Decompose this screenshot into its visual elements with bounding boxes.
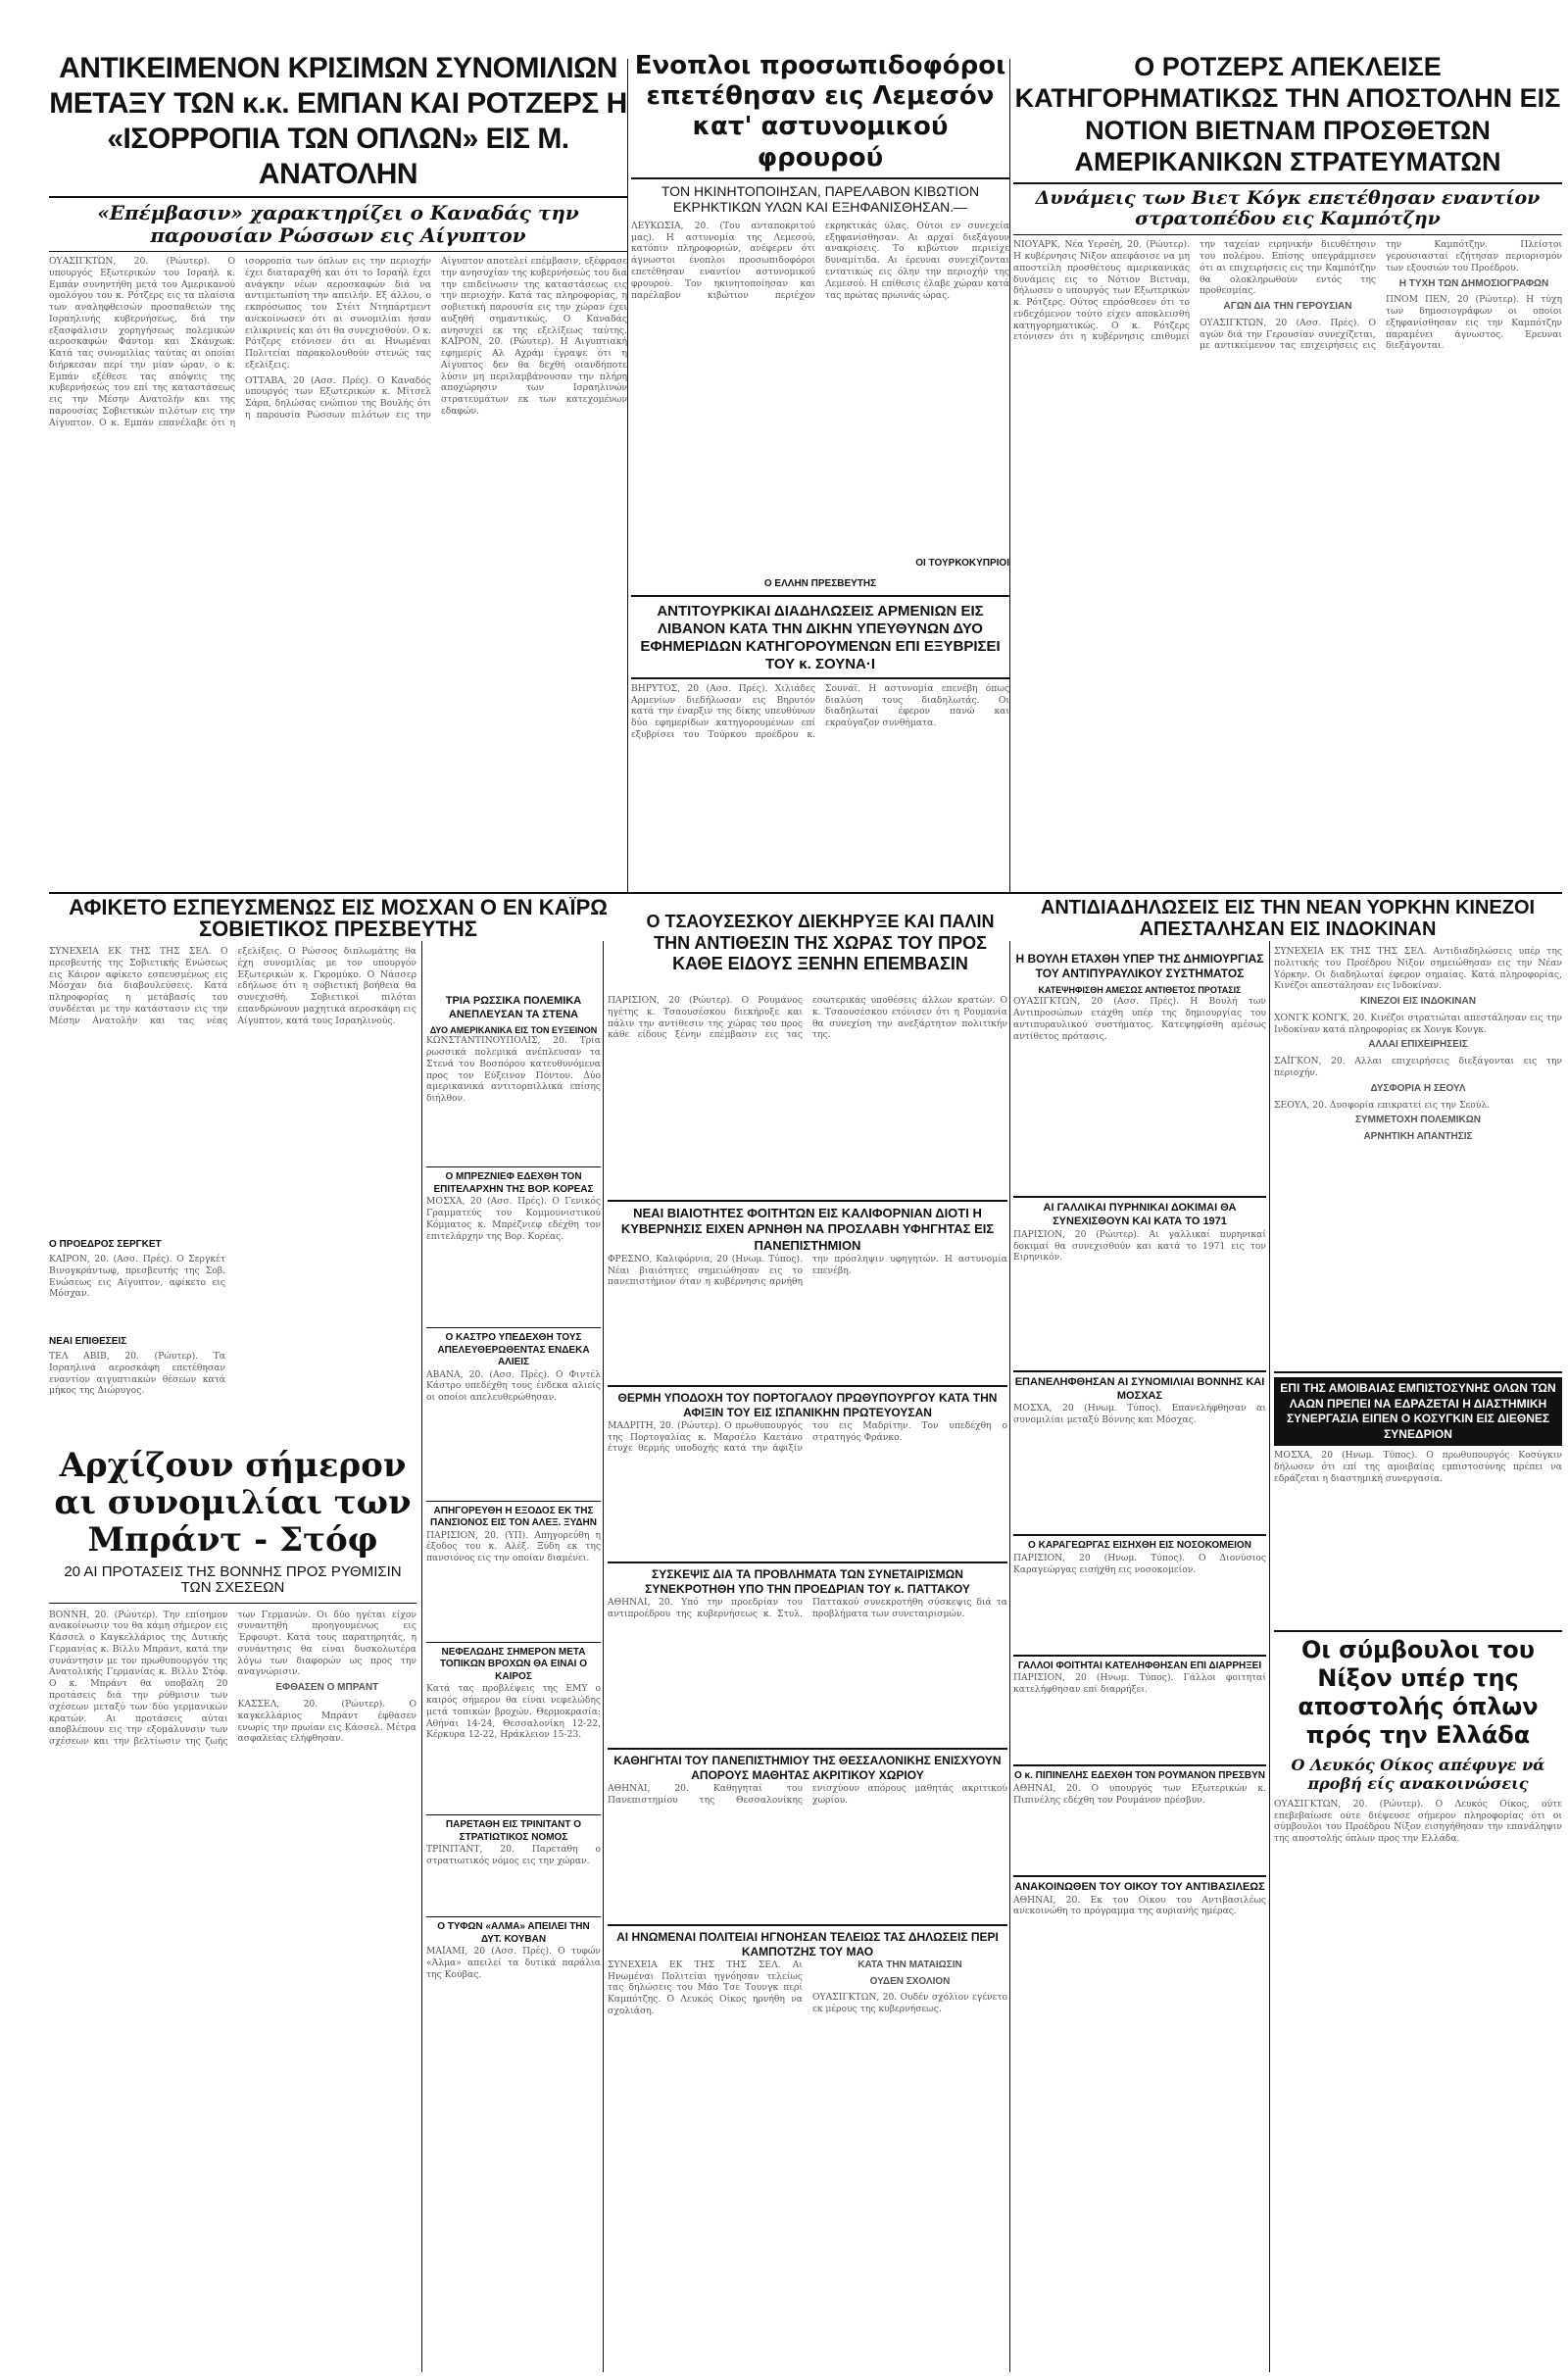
- chinese-subhead: ΚΙΝΕΖΟΙ ΕΙΣ ΙΝΔΟΚΙΝΑΝ: [1360, 996, 1476, 1008]
- thessaloniki-body: ΑΘΗΝΑΙ, 20. Καθηγηταί του Πανεπιστημίου της Θεσσαλονίκης ενισχύουν απόρους μαθητάς ακριτικού χωρίου.: [608, 1782, 1007, 1806]
- romania-headline: Ο κ. ΠΙΠΙΝΕΛΗΣ ΕΔΕΧΘΗ ΤΟΝ ΡΟΥΜΑΝΟΝ ΠΡΕΣΒΥΝ: [1013, 1770, 1265, 1782]
- announcement-body: ΑΘΗΝΑΙ, 20. Εκ του Οίκου του Αντιβασιλέως ανεκοινώθη το πρόγραμμα της αυριανής ημέρας.: [1013, 1894, 1266, 1917]
- limassol-body: ΛΕΥΚΩΣΙΑ, 20. (Του ανταποκριτού μας). Η αστυνομία της Λεμεσού, κατόπιν πληροφοριών, ανέφερεν ότι άγνωστοι ένοπλοι προσωπιδοφόροι επετέθησαν εναντίον αστυνομικού φρουρού. Τον ηκινητοποίησαν και παρέλαβον κιβώτιον περιέχον εκρηκτικάς ύλας. Ούτοι εν συνεχεία εξηφανίσθησαν. Αι αρχαί διεξάγουν ανακρίσεις. Το κιβώτιον περιείχε δυναμίτιδα. Αι έρευναι συνεχίζονται εντατικώς εις όλην την περιοχήν της Λεμεσού. Η επίθεσις έλαβε χώραν κατά τας πρώτας πρωινάς ώρας.: [631, 220, 1009, 301]
- ceausescu-headline: Ο ΤΣΑΟΥΣΕΣΚΟΥ ΔΙΕΚΗΡΥΞΕ ΚΑΙ ΠΑΛΙΝ ΤΗΝ ΑΝΤΙΘΕΣΙΝ ΤΗΣ ΧΩΡΑΣ ΤΟΥ ΠΡΟΣ ΚΑΘΕ ΕΙΔΟΥΣ ΞΕΝΗΝ ΕΠΕΜΒΑΣΙΝ: [646, 912, 995, 974]
- column-e: [1274, 946, 1562, 2377]
- karageorgas-headline: Ο ΚΑΡΑΓΕΩΡΓΑΣ ΕΙΣΗΧΘΗ ΕΙΣ ΝΟΣΟΚΟΜΕΙΟΝ: [1028, 1540, 1251, 1552]
- forbidden-headline: ΑΠΗΓΟΡΕΥΘΗ Η ΕΞΟΔΟΣ ΕΚ ΤΗΣ ΠΑΝΣΙΟΝΟΣ ΕΙΣ ΤΟΝ ΑΛΕΞ. ΞΥΔΗΝ: [430, 1505, 597, 1529]
- announcement-headline: ΑΝΑΚΟΙΝΩΘΕΝ ΤΟΥ ΟΙΚΟΥ ΤΟΥ ΑΝΤΙΒΑΣΙΛΕΩΣ: [1014, 1880, 1265, 1893]
- journalists-subhead: Η ΤΥΧΗ ΤΩΝ ΔΗΜΟΣΙΟΓΡΑΦΩΝ: [1398, 277, 1549, 289]
- seoul-subhead: ΔΥΣΦΟΡΙΑ Η ΣΕΟΥΛ: [1370, 1082, 1466, 1094]
- brandt-arrived-subhead: ΕΦΘΑΣΕΝ Ο ΜΠΡΑΝΤ: [275, 1682, 379, 1694]
- column-divider: [603, 941, 604, 2372]
- turkish-cypriots-subhead: ΟΙ ΤΟΥΡΚΟΚΥΠΡΙΟΙ: [915, 557, 1009, 569]
- france-body: ΠΑΡΙΣΙΟΝ, 20 (Ρώυτερ). Αι γαλλικαί πυρηνικαί δοκιμαί θα συνεχισθούν και κατά το 1971 εις τον Ειρηνικόν.: [1013, 1228, 1266, 1264]
- ny-body: ΣΥΝΕΧΕΙΑ ΕΚ ΤΗΣ ΤΗΣ ΣΕΛ. Αντιδιαδηλώσεις υπέρ της πολιτικής του Προέδρου Νίξον σημειώθησαν εις την Νέαν Υόρκην. Οι διαδηλωταί έφερον σημαίας. Κατά πληροφορίας, Κινέζοι απεστάλησαν εις Ινδοκίναν. ΚΙΝΕΖΟΙ ΕΙΣ ΙΝΔΟΚΙΝΑΝ ΧΟΝΓΚ ΚΟΝΓΚ, 20. Κινέζοι στρατιώται απεστάλησαν εις την Ινδοκίναν κατά πληροφορίας εκ Χονγκ Κονγκ. ΑΛΛΑΙ ΕΠΙΧΕΙΡΗΣΕΙΣ ΣΑΪΓΚΟΝ, 20. Αλλαι επιχειρήσεις διεξάγονται εις την περιοχήν. ΔΥΣΦΟΡΙΑ Η ΣΕΟΥΛ ΣΕΟΥΛ, 20. Δυσφορία επικρατεί εις την Σεούλ. ΣΥΜΜΕΤΟΧΗ ΠΟΛΕΜΙΚΩΝ ΑΡΝΗΤΙΚΗ ΑΠΑΝΤΗΣΙΣ: [1274, 946, 1562, 1143]
- russian-ships-subheadline: ΔΥΟ ΑΜΕΡΙΚΑΝΙΚΑ ΕΙΣ ΤΟΝ ΕΥΞΕΙΝΟΝ: [429, 1024, 598, 1035]
- column-divider: [1269, 941, 1270, 2372]
- castro-body: ΑΒΑΝΑ, 20. (Ασσ. Πρές). Ο Φιντέλ Κάστρο υπεδέχθη τους ένδεκα αλιείς οι οποίοι απελευθερώθησαν.: [426, 1368, 601, 1404]
- column-divider: [1009, 59, 1010, 892]
- afiketo-headline: ΑΦΙΚΕΤΟ ΕΣΠΕΥΣΜΕΝΩΣ ΕΙΣ ΜΟΣΧΑΝ Ο ΕΝ ΚΑΪΡΩ ΣΟΒΙΕΤΙΚΟΣ ΠΡΕΣΒΕΥΤΗΣ: [69, 897, 608, 941]
- new-attacks-body: ΤΕΛ ΑΒΙΒ, 20. (Ρώυτερ). Τα Ισραηλινά αεροσκάφη επετέθησαν εναντίον αιγυπτιακών θέσεων κατά μήκος της Διώρυγος.: [49, 1351, 225, 1397]
- typhoon-body: ΜΑΪΑΜΙ, 20 (Ασσ. Πρές). Ο τυφών «Άλμα» απειλεί τα δυτικά παράλια της Κούβας.: [426, 1946, 601, 1980]
- armenian-body: ΒΗΡΥΤΟΣ, 20 (Ασσ. Πρές). Χιλιάδες Αρμενίων διεδήλωσαν εις Βηρυτόν κατά την έναρξιν της δίκης υπευθύνων δύο εφημερίδων κατηγορουμένων επί εξυβρίσει του Τούρκου προέδρου κ. Σουνάϊ. Η αστυνομία επενέβη όπως διαλύση τους διαδηλωτάς. Οι διαδηλωταί έφερον πανώ και εκραύγαζον συνθήματα.: [631, 682, 1009, 740]
- nato-headline: ΕΠΙ ΤΗΣ ΑΜΟΙΒΑΙΑΣ ΕΜΠΙΣΤΟΣΥΝΗΣ ΟΛΩΝ ΤΩΝ ΛΑΩΝ ΠΡΕΠΕΙ ΝΑ ΕΔΡΑΖΕΤΑΙ Η ΔΙΑΣΤΗΜΙΚΗ ΣΥΝΕΡΓΑΣΙΑ ΕΙΠΕΝ Ο ΚΟΣΥΓΚΙΝ ΕΙΣ ΔΙΕΘΝΕΣ ΣΥΝΕΔΡΙΟΝ: [1274, 1377, 1562, 1446]
- limassol-headline: Ενοπλοι προσωπιδοφόροι επετέθησαν εις Λεμεσόν κατ' αστυνομικού φρουρού: [634, 51, 1006, 173]
- agon-subhead: ΑΓΩΝ ΔΙΑ ΤΗΝ ΓΕΡΟΥΣΙΑΝ: [1223, 301, 1352, 313]
- brandt-body: ΒΟΝΝΗ, 20. (Ρώυτερ). Την επίσημον ανακοίνωσιν του θα κάμη σήμερον εις Κάσσελ ο Καγκελλάριος της Δυτικής Γερμανίας κ. Βίλλυ Μπράντ, κατά την συνάντησιν με τον πρωθυπουργόν της Ανατολικής Γερμανίας κ. Βίλλυ Στόφ. Ο κ. Μπράντ θα υποβάλη 20 προτάσεις διά την ρύθμισιν των σχέσεων μεταξύ των δύο γερμανικών κρατών. Αι προτάσεις αύται αποβλέπουν εις την εξομάλυνσιν των σχέσεων και την βελτίωσιν της ζωής των Γερμανών. Οι δύο ηγέται είχον συναντηθή προηγουμένως εις Έρφουρτ. Κατά τους παρατηρητάς, η συνάντησις θα είναι δυσκολωτέρα λόγω των διαφορών ως προς την αναγνώρισιν. ΕΦΘΑΣΕΝ Ο ΜΠΡΑΝΤ ΚΑΣΣΕΛ, 20. (Ρώυτερ). Ο καγκελλάριος Μπράντ έφθασεν ενωρίς την πρωίαν εις Κάσσελ. Μέτρα ασφαλείας ελήφθησαν.: [49, 1609, 416, 1748]
- pattakos-headline: ΣΥΣΚΕΨΙΣ ΔΙΑ ΤΑ ΠΡΟΒΛΗΜΑΤΑ ΤΩΝ ΣΥΝΕΤΑΙΡΙΣΜΩΝ ΣΥΝΕΚΡΟΤΗΘΗ ΥΠΟ ΤΗΝ ΠΡΟΕΔΡΙΑΝ ΤΟΥ κ. ΠΑΤΤΑΚΟΥ: [645, 1566, 970, 1596]
- weather-headline: ΝΕΦΕΛΩΔΗΣ ΣΗΜΕΡΟΝ ΜΕΤΑ ΤΟΠΙΚΩΝ ΒΡΟΧΩΝ ΘΑ ΕΙΝΑΙ Ο ΚΑΙΡΟΣ: [439, 1646, 588, 1682]
- russian-ships-headline: ΤΡΙΑ ΡΩΣΣΙΚΑ ΠΟΛΕΜΙΚΑ ΑΝΕΠΛΕΥΣΑΝ ΤΑ ΣΤΕΝΑ: [445, 995, 582, 1020]
- ceausescu-story: [631, 912, 1009, 990]
- column-divider: [627, 59, 628, 892]
- california-headline: ΝΕΑΙ ΒΙΑΙΟΤΗΤΕΣ ΦΟΙΤΗΤΩΝ ΕΙΣ ΚΑΛΙΦΟΡΝΙΑΝ ΔΙΟΤΙ Η ΚΥΒΕΡΝΗΣΙΣ ΕΙΧΕΝ ΑΡΝΗΘΗ ΝΑ ΠΡΟΣΛΑΒΗ ΥΦΗΓΗΤΑΣ ΕΙΣ ΠΑΝΕΠΙΣΤΗΜΙΟΝ: [620, 1206, 995, 1253]
- mao-body: ΣΥΝΕΧΕΙΑ ΕΚ ΤΗΣ ΤΗΣ ΣΕΛ. Αι Ηνωμέναι Πολιτείαι ηγνόησαν τελείως τας δηλώσεις του Μάο Τσε Τουνγκ περί Καμπότζης. Ο Λευκός Οίκος ηρνήθη να σχολιάση. ΚΑΤΑ ΤΗΝ ΜΑΤΑΙΩΣΙΝ ΟΥΔΕΝ ΣΧΟΛΙΟΝ ΟΥΑΣΙΓΚΤΩΝ, 20. Ουδέν σχόλιον εγένετο εκ μέρους της κυβερνήσεως.: [608, 1959, 1007, 2016]
- column-divider: [421, 941, 422, 2372]
- french-students-body: ΠΑΡΙΣΙΟΝ, 20 (Ηνωμ. Τύπος). Γάλλοι φοιτηταί κατελήφθησαν επί διαρρήξει.: [1013, 1672, 1266, 1696]
- house-subheadline: ΚΑΤΕΨΗΦΙΣΘΗ ΑΜΕΣΩΣ ΑΝΤΙΘΕΤΟΣ ΠΡΟΤΑΣΙΣ: [1038, 985, 1242, 995]
- column-divider: [1009, 941, 1010, 2372]
- romania-body: ΑΘΗΝΑΙ, 20. Ο υπουργός των Εξωτερικών κ. Πιπινέλης εδέχθη τον Ρουμάνον πρέσβυν.: [1013, 1782, 1266, 1806]
- typhoon-headline: Ο ΤΥΦΩΝ «ΑΛΜΑ» ΑΠΕΙΛΕΙ ΤΗΝ ΔΥΤ. ΚΟΥΒΑΝ: [437, 1921, 590, 1945]
- limassol-story: [631, 51, 1009, 894]
- afiketo-body: ΣΥΝΕΧΕΙΑ ΕΚ ΤΗΣ ΤΗΣ ΣΕΛ. Ο πρεσβευτής της Σοβιετικής Ενώσεως εις Κάιρον αφίκετο εσπευσμένως εις Μόσχαν διά διαβουλεύσεις. Κατά πληροφορίας η μετάβασίς του συνδέεται με την κατάστασιν εις την Μέσην Ανατολήν και τας νέας εξελίξεις. Ο Ρώσσος διπλωμάτης θα έχη συνομιλίας με τον υπουργόν Εξωτερικών κ. Γκρομύκο. Ο Νάσσερ εδήλωσε ότι η σοβιετική βοήθεια θα συνεχισθή. Σοβιετικοί πιλόται επανδρώνουν μαχητικά αεροσκάφη εις Αίγυπτον, κατά τους Ισραηλινούς.: [49, 946, 416, 1026]
- french-students-headline: ΓΑΛΛΟΙ ΦΟΙΤΗΤΑΙ ΚΑΤΕΛΗΦΘΗΣΑΝ ΕΠΙ ΔΙΑΡΡΗΞΕΙ: [1017, 1660, 1262, 1671]
- russian-ships-body: ΚΩΝΣΤΑΝΤΙΝΟΥΠΟΛΙΣ, 20. Τρία ρωσσικά πολεμικά ανέπλευσαν τα Στενά του Βοσπόρου κατευθυνόμενα προς τον Εύξεινον Πόντον. Δύο αμερικανικά αντιτορπιλλικά επίσης διήλθον.: [426, 1035, 601, 1105]
- pattakos-body: ΑΘΗΝΑΙ, 20. Υπό την προεδρίαν του αντιπροέδρου της κυβερνήσεως κ. Στυλ. Παττακού συνεκροτήθη σύσκεψις διά τα προβλήματα των συνεταιρισμών.: [608, 1596, 1007, 1619]
- brandt-headline: Αρχίζουν σήμερον αι συνομιλίαι των Μπράντ - Στόφ: [54, 1446, 412, 1561]
- bonn-moscow-body: ΜΟΣΧΑ, 20 (Ηνωμ. Τύπος). Επανελήφθησαν αι συνομιλίαι μεταξύ Βόννης και Μόσχας.: [1013, 1403, 1266, 1426]
- nato-body: ΜΟΣΧΑ, 20 (Ηνωμ. Τύπος). Ο πρωθυπουργός Κοσύγκιν δήλωσεν ότι επί της αμοιβαίας εμπιστοσύνης πρέπει να εδράζεται η διαστημική συνεργασία.: [1274, 1450, 1562, 1484]
- no-comment-subhead: ΟΥΔΕΝ ΣΧΟΛΙΟΝ: [869, 1975, 951, 1987]
- participation-subhead: ΣΥΜΜΕΤΟΧΗ ΠΟΛΕΜΙΚΩΝ: [1354, 1115, 1482, 1126]
- brezhnev-body: ΜΟΣΧΑ, 20 (Ασσ. Πρές). Ο Γενικός Γραμματεύς του Κομμουνιστικού Κόμματος κ. Μπρέζνιεφ εδέχθη τον επιτελάρχην της Βορ. Κορέας.: [426, 1196, 601, 1242]
- brezhnev-headline: Ο ΜΠΡΕΖΝΙΕΦ ΕΔΕΧΘΗ ΤΟΝ ΕΠΙΤΕΛΑΡΧΗΝ ΤΗΣ ΒΟΡ. ΚΟΡΕΑΣ: [433, 1171, 594, 1195]
- house-body: ΟΥΑΣΙΓΚΤΩΝ, 20 (Ασσ. Πρές). Η Βουλή των Αντιπροσώπων ετάχθη υπέρ της δημιουργίας του αντιπυραυλικού συστήματος. Κατεψηφίσθη αμέσως αντίθετος πρότασις.: [1013, 996, 1266, 1042]
- trinidad-headline: ΠΑΡΕΤΑΘΗ ΕΙΣ ΤΡΙΝΙΤΑΝΤ Ο ΣΤΡΑΤΙΩΤΙΚΟΣ ΝΟΜΟΣ: [445, 1819, 582, 1843]
- limassol-subheadline: ΤΟΝ ΗΚΙΝΗΤΟΠΟΙΗΣΑΝ, ΠΑΡΕΛΑΒΟΝ ΚΙΒΩΤΙΟΝ ΕΚΡΗΚΤΙΚΩΝ ΥΛΩΝ ΚΑΙ ΕΞΗΦΑΝΙΣΘΗΣΑΝ.—: [661, 182, 980, 215]
- portugal-body: ΜΑΔΡΙΤΗ, 20. (Ρώυτερ). Ο πρωθυπουργός της Πορτογαλίας κ. Μαρσέλο Καετάνο έτυχε θερμής υποδοχής κατά την άφιξίν του εις Μαδρίτην. Τον υπεδέχθη ο στρατηγός Φράνκο.: [608, 1419, 1007, 1455]
- karageorgas-body: ΠΑΡΙΣΙΟΝ, 20 (Ηνωμ. Τύπος). Ο Διονύσιος Καραγεώργας εισήχθη εις νοσοκομείον.: [1013, 1552, 1266, 1575]
- brandt-subheadline: 20 ΑΙ ΠΡΟΤΑΣΕΙΣ ΤΗΣ ΒΟΝΝΗΣ ΠΡΟΣ ΡΥΘΜΙΣΙΝ ΤΩΝ ΣΧΕΣΕΩΝ: [64, 1563, 402, 1597]
- forbidden-body: ΠΑΡΙΣΙΟΝ, 20. (ΥΠ). Απηγορεύθη η έξοδος του κ. Αλέξ. Ξύδη εκ της πανσιόνος εις την οποίαν διαμένει.: [426, 1529, 601, 1564]
- rogers-body: ΝΙΟΥΑΡΚ, Νέα Υερσέη, 20. (Ρώυτερ). Η κυβέρνησις Νίξον απεφάσισε να μη αποστείλη προσθέτους αμερικανικάς δυνάμεις εις το Νότιον Βιετνάμ, δήλωσεν ο υπουργός των Εξωτερικών κ. Ρότζερς. Ούτος επρόσθεσεν ότι το ενδεχόμενον τούτο είχεν αποκλεισθή κατηγορηματικώς. Ο κ. Ρότζερς ετόνισεν ότι η κυβέρνησις επιθυμεί την ταχείαν ειρηνικήν διευθέτησιν του πολέμου. Επίσης υπεγράμμισεν ότι αι επιχειρήσεις εις την Καμπότζην θα ολοκληρωθούν εντός της προθεσμίας. ΑΓΩΝ ΔΙΑ ΤΗΝ ΓΕΡΟΥΣΙΑΝ ΟΥΑΣΙΓΚΤΩΝ, 20 (Ασσ. Πρές). Ο αγών διά την Γερουσίαν συνεχίζεται, με αντικείμενον τας επιχειρήσεις εις την Καμπότζην. Πλείστοι γερουσιασταί εζήτησαν περιορισμόν των εξουσιών του Προέδρου. Η ΤΥΧΗ ΤΩΝ ΔΗΜΟΣΙΟΓΡΑΦΩΝ ΠΝΟΜ ΠΕΝ, 20 (Ρώυτερ). Η τύχη των δημοσιογράφων οι οποίοι εξηφανίσθησαν εις την Καμπότζην παραμένει άγνωστος. Ερευναι διεξάγονται.: [1013, 239, 1562, 352]
- california-body: ΦΡΕΣΝΟ, Καλιφόρνια, 20 (Ηνωμ. Τύπος). Νέαι βιαιότητες σημειώθησαν εις το πανεπιστήμιον όταν η κυβέρνησις αρνήθη την πρόσληψιν υφηγητών. Η αστυνομία επενέβη.: [608, 1253, 1007, 1288]
- rogers-headline: Ο ΡΟΤΖΕΡΣ ΑΠΕΚΛΕΙΣΕ ΚΑΤΗΓΟΡΗΜΑΤΙΚΩΣ ΤΗΝ ΑΠΟΣΤΟΛΗΝ ΕΙΣ ΝΟΤΙΟΝ ΒΙΕΤΝΑΜ ΠΡΟΣΘΕΤΩΝ ΑΜΕΡΙΚΑΝΙΚΩΝ ΣΤΡΑΤΕΥΜΑΤΩΝ: [1014, 52, 1561, 177]
- nixon-subheadline: Ο Λευκός Οίκος απέφυγε νά προβή είς ανακοινώσεις: [1291, 1755, 1545, 1793]
- nixon-body: ΟΥΑΣΙΓΚΤΩΝ, 20. (Ρώυτερ). Ο Λευκός Οίκος, ούτε επεβεβαίωσε ούτε διέψευσε σήμερον πληροφορίας ότι οι σύμβουλοι του Προέδρου Νίξον εισηγήθησαν την επανάληψιν της αποστολής όπλων προς την Ελλάδα.: [1274, 1798, 1562, 1845]
- afiketo-story: [49, 897, 627, 941]
- column-c: [608, 995, 1007, 2367]
- mao-headline: ΑΙ ΗΝΩΜΕΝΑΙ ΠΟΛΙΤΕΙΑΙ ΗΓΝΟΗΣΑΝ ΤΕΛΕΙΩΣ ΤΑΣ ΔΗΛΩΣΕΙΣ ΠΕΡΙ ΚΑΜΠΟΤΖΗΣ ΤΟΥ ΜΑΟ: [616, 1929, 999, 1959]
- trinidad-body: ΤΡΙΝΙΤΑΝΤ, 20. Παρετάθη ο στρατιωτικός νόμος εις την χώραν.: [426, 1844, 601, 1866]
- portugal-headline: ΘΕΡΜΗ ΥΠΟΔΟΧΗ ΤΟΥ ΠΟΡΤΟΓΑΛΟΥ ΠΡΩΘΥΠΟΥΡΓΟΥ ΚΑΤΑ ΤΗΝ ΑΦΙΞΙΝ ΤΟΥ ΕΙΣ ΙΣΠΑΝΙΚΗΝ ΠΡΩΤΕΥΟΥΣΑΝ: [617, 1390, 998, 1419]
- wilson-subhead: Ο ΠΡΟΕΔΡΟΣ ΣΕΡΓΚΕΤ: [49, 1239, 162, 1250]
- column-d: [1013, 946, 1266, 2377]
- thessaloniki-headline: ΚΑΘΗΓΗΤΑΙ ΤΟΥ ΠΑΝΕΠΙΣΤΗΜΙΟΥ ΤΗΣ ΘΕΣΣΑΛΟΝΙΚΗΣ ΕΝΙΣΧΥΟΥΝ ΑΠΟΡΟΥΣ ΜΑΘΗΤΑΣ ΑΚΡΙΤΙΚΟΥ ΧΩΡΙΟΥ: [613, 1753, 1002, 1782]
- rogers-subheadline: Δυνάμεις των Βιετ Κόγκ επετέθησαν εναντίον στρατοπέδου εις Καμπότζην: [1035, 186, 1541, 230]
- house-headline: Η ΒΟΥΛΗ ΕΤΑΧΘΗ ΥΠΕΡ ΤΗΣ ΔΗΜΙΟΥΡΓΙΑΣ ΤΟΥ ΑΝΤΙΠΥΡΑΥΛΙΚΟΥ ΣΥΣΤΗΜΑΤΟΣ: [1015, 952, 1264, 980]
- column-b: [426, 995, 601, 2367]
- other-operations-subhead: ΑΛΛΑΙ ΕΠΙΧΕΙΡΗΣΕΙΣ: [1368, 1039, 1468, 1051]
- armenian-headline: ΑΝΤΙΤΟΥΡΚΙΚΑΙ ΔΙΑΔΗΛΩΣΕΙΣ ΑΡΜΕΝΙΩΝ ΕΙΣ ΛΙΒΑΝΟΝ ΚΑΤΑ ΤΗΝ ΔΙΚΗΝ ΥΠΕΥΘΥΝΩΝ ΔΥΟ ΕΦΗΜΕΡΙΔΩΝ ΚΑΤΗΓΟΡΟΥΜΕΝΩΝ ΕΠΙ ΕΞΥΒΡΙΣΕΙ ΤΟΥ κ. ΣΟΥΝΑ·Ι: [640, 602, 1001, 672]
- rogers-story: [1013, 51, 1562, 894]
- nixon-headline: Οι σύμβουλοι του Νίξον υπέρ της αποστολής όπλων πρός την Ελλάδα: [1298, 1636, 1539, 1749]
- main-left-body: ΟΥΑΣΙΓΚΤΩΝ, 20. (Ρώυτερ). Ο υπουργός Εξωτερικών του Ισραήλ κ. Εμπάν συνηντήθη μετά του Αμερικανού ομολόγου του κ. Ρότζερς εις τα πλαίσια των αναληφθεισών προσπαθειών της Ισραηλινής κυβερνήσεως, διά την εξασφάλισιν χορηγήσεως πολεμικών αεροσκαφών Φάντομ και Σκάυχωκ. Κατά τας συνομιλίας ταύτας αι οποίαι διήρκεσαν περί την μίαν ώραν, ο κ. Εμπάν εξέθεσε τας απόψεις της κυβερνήσεώς του επί της καταστάσεως εις την Μέσην Ανατολήν και της παρουσίας Σοβιετικών πιλότων εις την Αίγυπτον. Ο κ. Εμπάν επανέλαβε ότι η ισορροπία των όπλων εις την περιοχήν έχει διαταραχθή και ότι το Ισραήλ έχει ανάγκην νέων αεροσκαφών διά να αντιμετωπίση την απειλήν. Εξ άλλου, ο εκπρόσωπος του Στέιτ Ντηπάρτμεντ ανεκοίνωσεν ότι αι συνομιλίαι ήσαν ειλικρινείς και ότι θα συνεχισθούν. Ο κ. Ρότζερς ετόνισεν ότι αι Ηνωμέναι Πολιτείαι παρακολουθούν στενώς τας εξελίξεις. ΟΤΤΑΒΑ, 20 (Ασσ. Πρές). Ο Καναδός υπουργός των Εξωτερικών κ. Μίτσελ Σάρπ, δηλώσας ενώπιον της Βουλής ότι η παρουσία Ρώσσων πιλότων εις την Αίγυπτον αποτελεί επέμβασιν, εξέφρασε την ανησυχίαν της κυβερνήσεώς του διά την επιδείνωσιν της καταστάσεως εις την περιοχήν. Κατά τας πληροφορίας, η σοβιετική παρουσία εις την χώραν έχει αυξηθή σημαντικώς. Ο Καναδάς ανησυχεί εκ της εξελίξεως ταύτης. ΚΑΪΡΟΝ, 20. (Ρώυτερ). Η Αιγυπτιακή εφημερίς Αλ Αχράμ έγραψε ότι η Αίγυπτος δεν θα δεχθή οιανδήποτε λύσιν μη περιλαμβάνουσαν την πλήρη αποχώρησιν των Ισραηλινών στρατευμάτων εκ των κατεχομένων εδαφών.: [49, 256, 627, 428]
- column-a: [49, 946, 416, 2377]
- negative-answer-subhead: ΑΡΝΗΤΙΚΗ ΑΠΑΝΤΗΣΙΣ: [1363, 1131, 1473, 1143]
- ny-headline: ΑΝΤΙΔΙΑΔΗΛΩΣΕΙΣ ΕΙΣ ΤΗΝ ΝΕΑΝ ΥΟΡΚΗΝ ΚΙΝΕΖΟΙ ΑΠΕΣΤΑΛΗΣΑΝ ΕΙΣ ΙΝΔΟΚΙΝΑΝ: [1040, 897, 1536, 940]
- main-left-subheadline: «Επέμβασιν» χαρακτηρίζει ο Καναδάς την παρουσίαν Ρώσσων εις Αίγυπτον: [97, 201, 579, 247]
- weather-body: Κατά τας προβλέψεις της ΕΜΥ ο καιρός σήμερον θα είναι νεφελώδης μετά τοπικών βροχών. Θερμοκρασία: Αθήναι 14-24, Θεσσαλονίκη 12-22, Κέρκυρα 12-22, Ηράκλειον 15-23.: [426, 1683, 601, 1741]
- france-headline: ΑΙ ΓΑΛΛΙΚΑΙ ΠΥΡΗΝΙΚΑΙ ΔΟΚΙΜΑΙ ΘΑ ΣΥΝΕΧΙΣΘΟΥΝ ΚΑΙ ΚΑΤΑ ΤΟ 1971: [1043, 1202, 1237, 1227]
- main-left-headline: ΑΝΤΙΚΕΙΜΕΝΟΝ ΚΡΙΣΙΜΩΝ ΣΥΝΟΜΙΛΙΩΝ ΜΕΤΑΞΥ ΤΩΝ κ.κ. ΕΜΠΑΝ ΚΑΙ ΡΟΤΖΕΡΣ Η «ΙΣΟΡΡΟΠΙΑ ΤΩΝ ΟΠΛΩΝ» ΕΙΣ Μ. ΑΝΑΤΟΛΗΝ: [49, 52, 627, 190]
- castro-headline: Ο ΚΑΣΤΡΟ ΥΠΕΔΕΧΘΗ ΤΟΥΣ ΑΠΕΛΕΥΘΕΡΩΘΕΝΤΑΣ ΕΝΔΕΚΑ ΑΛΙΕΙΣ: [437, 1332, 590, 1368]
- ny-story: [1013, 897, 1562, 941]
- ceausescu-body: ΠΑΡΙΣΙΟΝ, 20 (Ρώυτερ). Ο Ρουμάνος ηγέτης κ. Τσαουσέσκου διεκήρυξε και πάλιν την αντίθεσιν της χώρας του προς κάθε είδους ξένην επέμβασιν εις τας εσωτερικάς υποθέσεις άλλων κρατών. Ο κ. Τσαουσέσκου ετόνισεν ότι η Ρουμανία θα συνεχίση την ανεξάρτητον πολιτικήν της.: [608, 995, 1007, 1041]
- cancellation-subhead: ΚΑΤΑ ΤΗΝ ΜΑΤΑΙΩΣΙΝ: [858, 1959, 962, 1970]
- new-attacks-subhead: ΝΕΑΙ ΕΠΙΘΕΣΕΙΣ: [49, 1336, 127, 1347]
- greek-ambassador-subhead: Ο ΕΛΛΗΝ ΠΡΕΣΒΕΥΤΗΣ: [763, 577, 877, 589]
- main-left-story: [49, 51, 627, 894]
- wilson-body: ΚΑΪΡΟΝ, 20. (Ασσ. Πρές). Ο Σεργκέτ Βινογκράντωφ, πρεσβευτής της Σοβ. Ενώσεως εις Αίγυπτον, αφίκετο εις Μόσχαν.: [49, 1254, 225, 1300]
- bonn-moscow-headline: ΕΠΑΝΕΛΗΦΘΗΣΑΝ ΑΙ ΣΥΝΟΜΙΛΙΑΙ ΒΟΝΝΗΣ ΚΑΙ ΜΟΣΧΑΣ: [1014, 1375, 1265, 1402]
